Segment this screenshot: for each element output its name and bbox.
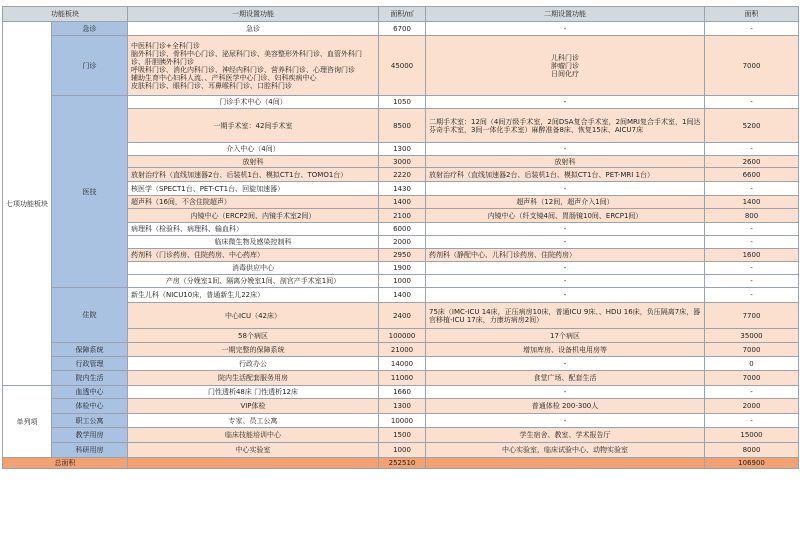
phase1-function-cell: 中心实验室 [128, 443, 379, 458]
table-row [3, 96, 799, 109]
header-phase1-area: 面积/㎡ [379, 7, 426, 22]
phase2-function-cell: - [426, 236, 705, 249]
phase2-area-cell: 0 [705, 357, 799, 371]
phase1-function-cell: 药剂科（门诊药房、住院药房、中心药库） [128, 249, 379, 262]
phase2-function-cell: 放射科 [426, 156, 705, 168]
sub-block-cell: 血透中心 [52, 386, 128, 399]
sub-block-cell: 住院 [52, 288, 128, 343]
phase2-area-cell: - [705, 182, 799, 196]
phase2-function-cell: 儿科门诊 肿瘤门诊 日间化疗 [426, 36, 705, 96]
table-row [3, 22, 799, 36]
sub-block-cell: 科研用房 [52, 443, 128, 458]
phase1-area-cell: 2100 [379, 209, 426, 223]
phase2-function-cell: - [426, 223, 705, 236]
phase1-area-cell: 1900 [379, 262, 426, 275]
phase2-area-cell: - [705, 96, 799, 109]
phase2-function-cell: 学生宿舍、教室、学术报告厅 [426, 428, 705, 443]
phase1-area-cell: 21000 [379, 343, 426, 357]
sub-block-cell: 行政管理 [52, 357, 128, 371]
header-phase2-area: 面积 [705, 7, 799, 22]
phase2-function-cell: - [426, 262, 705, 275]
phase1-area-cell: 1400 [379, 288, 426, 303]
phase1-function-cell: 院内生活配套服务用房 [128, 371, 379, 386]
phase2-area-cell: 7700 [705, 303, 799, 329]
phase2-function-cell: - [426, 386, 705, 399]
header-row [3, 7, 799, 22]
phase1-area-cell: 1660 [379, 386, 426, 399]
phase2-area-cell: 7000 [705, 36, 799, 96]
phase1-function-cell: 临床微生物及感染控制科 [128, 236, 379, 249]
phase2-area-cell: 7000 [705, 343, 799, 357]
phase1-area-cell: 8500 [379, 109, 426, 143]
phase1-area-cell: 1400 [379, 196, 426, 209]
phase1-function-cell: 中医科门诊+全科门诊 脑外科门诊、骨科中心门诊、泌尿科门诊、美容整形外科门诊、血管外科门诊、肝胆胰外科门诊 呼吸科门诊、消化内科门诊、神经内科门诊、营养科门诊、心理咨询门诊 辅助生育中心妇科人流、、产科医学中心门诊、妇科疾病中心 皮肤科门诊、眼科门诊、耳鼻喉科门诊、口腔科门诊 [128, 36, 379, 96]
phase2-area-cell: - [705, 262, 799, 275]
phase1-function-cell: 临床技能培训中心 [128, 428, 379, 443]
table-row [3, 428, 799, 443]
phase1-function-cell: 一期完整的保障系统 [128, 343, 379, 357]
phase1-area-cell: 1300 [379, 399, 426, 414]
phase2-function-cell: - [426, 143, 705, 156]
table-row [3, 443, 799, 458]
table-row [3, 399, 799, 414]
phase2-function-cell: - [426, 288, 705, 303]
phase2-function-cell: - [426, 357, 705, 371]
phase2-function-cell: 超声科（12间，超声介入1间） [426, 196, 705, 209]
phase1-area-cell: 1300 [379, 143, 426, 156]
phase1-area-cell: 14000 [379, 357, 426, 371]
table-row [3, 36, 799, 96]
phase1-area-cell: 11000 [379, 371, 426, 386]
phase1-area-cell: 3000 [379, 156, 426, 168]
table-row [3, 414, 799, 428]
sub-block-cell: 保障系统 [52, 343, 128, 357]
phase2-function-cell: - [426, 96, 705, 109]
phase2-function-cell: 药剂科（静配中心、儿科门诊药房、住院药房） [426, 249, 705, 262]
phase2-area-cell: 35000 [705, 329, 799, 343]
phase1-area-cell: 10000 [379, 414, 426, 428]
phase1-area-cell: 2950 [379, 249, 426, 262]
sub-block-cell: 门诊 [52, 36, 128, 96]
phase1-function-cell: 消毒供应中心 [128, 262, 379, 275]
phase1-function-cell: 介入中心（4间） [128, 143, 379, 156]
sub-block-cell: 急诊 [52, 22, 128, 36]
phase2-area-cell: 7000 [705, 371, 799, 386]
phase2-area-cell: - [705, 288, 799, 303]
total-row [3, 458, 799, 469]
phase2-function-cell: 食堂广场、配套生活 [426, 371, 705, 386]
phase1-area-cell: 6700 [379, 22, 426, 36]
phase2-area-cell: 8000 [705, 443, 799, 458]
phase1-function-cell: 一期手术室：42间手术室 [128, 109, 379, 143]
table-row [3, 386, 799, 399]
phase2-area-cell: 1400 [705, 196, 799, 209]
table-row [3, 371, 799, 386]
sub-block-cell: 医技 [52, 96, 128, 288]
total-phase2-area: 106900 [705, 458, 799, 469]
phase2-area-cell: 6600 [705, 168, 799, 182]
phase2-function-cell: - [426, 22, 705, 36]
header-function-block: 功能板块 [3, 7, 128, 22]
phase1-area-cell: 2000 [379, 236, 426, 249]
phase2-area-cell: - [705, 386, 799, 399]
sub-block-cell: 院内生活 [52, 371, 128, 386]
phase1-function-cell: 产房（分娩室1间、隔离分娩室1间、剖宫产手术室1间） [128, 275, 379, 288]
phase1-function-cell: 中心ICU（42床） [128, 303, 379, 329]
phase1-function-cell: 核医学（SPECT1台、PET-CT1台、回旋加速器） [128, 182, 379, 196]
total-blank [128, 458, 379, 469]
phase2-area-cell: - [705, 22, 799, 36]
phase1-area-cell: 2220 [379, 168, 426, 182]
phase2-area-cell: - [705, 143, 799, 156]
phase2-function-cell: 二期手术室：12间（4间万级手术室，2间DSA复合手术室，2间MRI复合手术室，1间达芬奇手术室，3间一体化手术室）麻醉准备8床、恢复15床、AICU7床 [426, 109, 705, 143]
total-phase1-area: 252510 [379, 458, 426, 469]
phase1-function-cell: 58个病区 [128, 329, 379, 343]
phase2-area-cell: 800 [705, 209, 799, 223]
phase1-function-cell: 内镜中心（ERCP2间、内镜手术室2间） [128, 209, 379, 223]
category-cell-single: 单列项 [3, 386, 52, 458]
phase2-function-cell: 中心实验室、临床试验中心、动物实验室 [426, 443, 705, 458]
table-row [3, 357, 799, 371]
phase2-function-cell: 放射治疗科（直线加速器2台、后装机1台、模拟CT1台、PET-MRI 1台） [426, 168, 705, 182]
phase1-area-cell: 1000 [379, 443, 426, 458]
phase2-area-cell: - [705, 414, 799, 428]
total-blank-2 [426, 458, 705, 469]
phase2-function-cell: 17个病区 [426, 329, 705, 343]
phase1-area-cell: 1430 [379, 182, 426, 196]
phase1-area-cell: 1050 [379, 96, 426, 109]
sub-block-cell: 体检中心 [52, 399, 128, 414]
table-body [3, 22, 799, 469]
phase2-function-cell: - [426, 182, 705, 196]
sub-block-cell: 职工公寓 [52, 414, 128, 428]
phase1-area-cell: 45000 [379, 36, 426, 96]
phase1-function-cell: 超声科（16间，不含住院超声） [128, 196, 379, 209]
phase2-function-cell: 增加库房、设备机电用房等 [426, 343, 705, 357]
phase2-area-cell: - [705, 275, 799, 288]
phase1-area-cell: 100000 [379, 329, 426, 343]
phase1-function-cell: 急诊 [128, 22, 379, 36]
phase2-area-cell: 2600 [705, 156, 799, 168]
phase2-function-cell: 普通体检 200-300人 [426, 399, 705, 414]
table-row [3, 288, 799, 303]
phase1-function-cell: 新生儿科（NICU10床，普通新生儿22床） [128, 288, 379, 303]
phase2-area-cell: - [705, 223, 799, 236]
phase1-area-cell: 6000 [379, 223, 426, 236]
phase1-function-cell: 门诊手术中心（4间） [128, 96, 379, 109]
phase2-area-cell: 2000 [705, 399, 799, 414]
phase1-function-cell: 放射科 [128, 156, 379, 168]
sub-block-cell: 教学用房 [52, 428, 128, 443]
phase2-function-cell: - [426, 275, 705, 288]
table-row [3, 343, 799, 357]
phase1-function-cell: 门性透析48床 门性透析12床 [128, 386, 379, 399]
phase1-area-cell: 1500 [379, 428, 426, 443]
phase2-function-cell: 内镜中心（纤支镜4间、胃肠镜10间、ERCP1间） [426, 209, 705, 223]
phase2-area-cell: 15000 [705, 428, 799, 443]
header-phase1-function: 一期设置功能 [128, 7, 379, 22]
phase1-function-cell: 行政办公 [128, 357, 379, 371]
phase2-area-cell: 1600 [705, 249, 799, 262]
phase2-area-cell: 5200 [705, 109, 799, 143]
area-table [2, 6, 799, 469]
phase1-function-cell: 专家、员工公寓 [128, 414, 379, 428]
phase2-function-cell: - [426, 414, 705, 428]
category-cell-main: 七项功能板块 [3, 22, 52, 386]
phase2-area-cell: - [705, 236, 799, 249]
phase1-function-cell: 病理科（检验科、病理科、输血科） [128, 223, 379, 236]
total-label: 总面积 [3, 458, 128, 469]
phase2-function-cell: 75床（IMC-ICU 14床，正压病房10床，普通ICU 9床、、HDU 16床，负压隔离7床，器官移植-ICU 17床，力康坊病房2间） [426, 303, 705, 329]
phase1-area-cell: 2400 [379, 303, 426, 329]
phase1-area-cell: 1000 [379, 275, 426, 288]
phase1-function-cell: VIP体检 [128, 399, 379, 414]
phase1-function-cell: 放射治疗科（直线加速器2台、后装机1台、模拟CT1台、TOMO1台） [128, 168, 379, 182]
header-phase2-function: 二期设置功能 [426, 7, 705, 22]
